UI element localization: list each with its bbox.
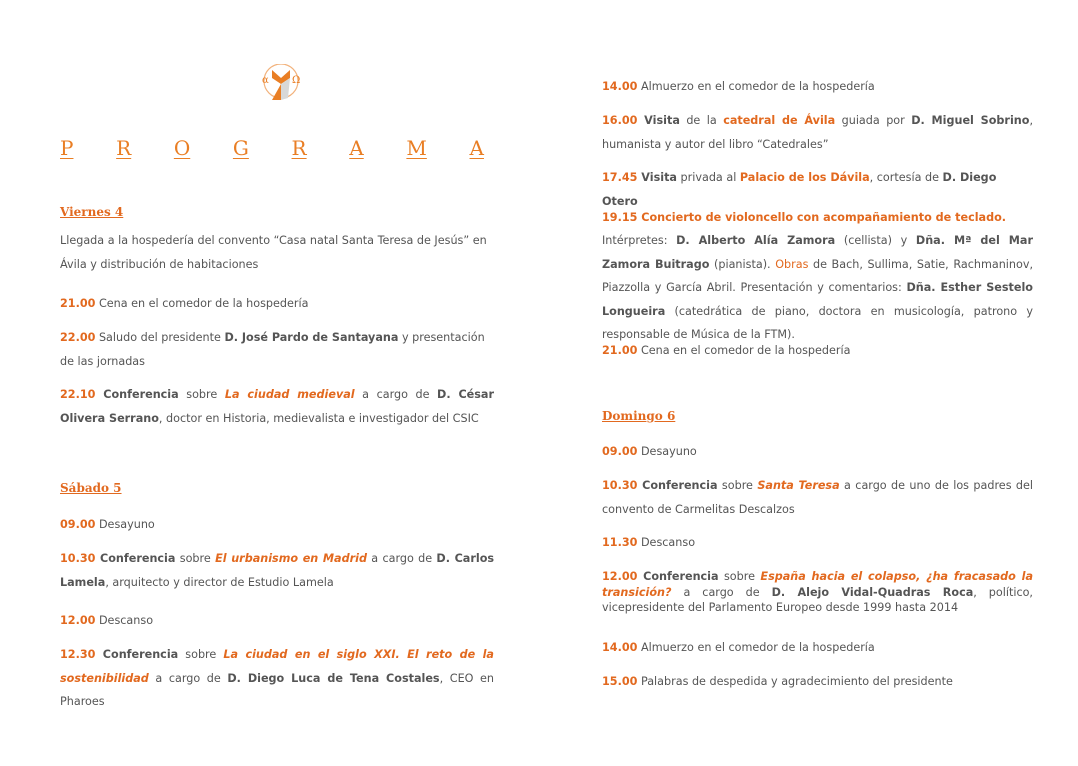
time: 10.30 — [602, 479, 638, 492]
time: 11.30 — [602, 536, 638, 549]
schedule-item: 12.00 Descanso — [60, 614, 154, 627]
time: 22.00 — [60, 331, 96, 344]
day-heading-viernes: Viernes 4 — [60, 205, 124, 219]
time: 22.10 — [60, 388, 96, 401]
schedule-item: 22.00 Saludo del presidente D. José Pardo de Santayana y presentación de las jornadas — [60, 331, 485, 368]
time: 19.15 — [602, 211, 638, 224]
time: 17.45 — [602, 171, 638, 184]
time: 16.00 — [602, 114, 638, 127]
schedule-item: 12.00 Conferencia sobre España hacia el colapso, ¿ha fracasado la transición? a cargo de D. Alejo Vidal-Quadras Roca, político, vicepresidente del Parlamento Europeo desde 1999 hasta 2014 — [602, 570, 1034, 614]
title-letter: P — [60, 136, 74, 160]
title-letter: G — [232, 136, 249, 160]
logo-alpha: α — [262, 75, 269, 86]
concert-details: Intérpretes: D. Alberto Alía Zamora (cellista) y Dña. Mª del Mar Zamora Buitrago (pianista). Obras de Bach, Sullima, Satie, Rachmaninov, Piazzolla y García Abril. Presentación y comentarios: Dña. Esther Sestelo Longueira (catedrática de piano, doctora en musicología, patrono y responsable de Música de la FTM). — [602, 234, 1034, 341]
schedule-item: 15.00 Palabras de despedida y agradecimiento del presidente — [602, 675, 953, 688]
time: 12.30 — [60, 648, 96, 661]
schedule-item: 19.15 Concierto de violoncello con acompañamiento de teclado. — [602, 211, 1007, 224]
time: 10.30 — [60, 552, 96, 565]
time: 09.00 — [60, 518, 96, 531]
schedule-item: 11.30 Descanso — [602, 536, 696, 549]
time: 14.00 — [602, 641, 638, 654]
day-heading-sabado: Sábado 5 — [60, 481, 122, 495]
alpha-omega-logo — [258, 64, 304, 102]
title-letter: M — [406, 136, 427, 160]
time: 15.00 — [602, 675, 638, 688]
schedule-item: 16.00 Visita de la catedral de Ávila guiada por D. Miguel Sobrino, humanista y autor del libro “Catedrales” — [602, 114, 1034, 151]
schedule-item: 21.00 Cena en el comedor de la hospedería — [60, 297, 309, 310]
time: 21.00 — [60, 297, 96, 310]
schedule-item: 10.30 Conferencia sobre El urbanismo en Madrid a cargo de D. Carlos Lamela, arquitecto y director de Estudio Lamela — [60, 552, 495, 589]
title-letter: O — [173, 136, 191, 160]
schedule-item: 14.00 Almuerzo en el comedor de la hospedería — [602, 80, 875, 93]
title-letter: R — [291, 136, 307, 160]
time: 12.00 — [60, 614, 96, 627]
title-letter: A — [469, 136, 484, 160]
title-letter: A — [349, 136, 364, 160]
schedule-item: 14.00 Almuerzo en el comedor de la hospedería — [602, 641, 875, 654]
schedule-item: 10.30 Conferencia sobre Santa Teresa a cargo de uno de los padres del convento de Carmelitas Descalzos — [602, 479, 1034, 516]
time: 14.00 — [602, 80, 638, 93]
logo-omega: Ω — [292, 75, 301, 86]
time: 09.00 — [602, 445, 638, 458]
schedule-item: 22.10 Conferencia sobre La ciudad medieval a cargo de D. César Olivera Serrano, doctor en Historia, medievalista e investigador del CSIC — [60, 388, 494, 425]
schedule-item: 09.00 Desayuno — [602, 445, 697, 458]
schedule-item: 09.00 Desayuno — [60, 518, 155, 531]
time: 12.00 — [602, 570, 638, 583]
arrival-text: Llegada a la hospedería del convento “Casa natal Santa Teresa de Jesús” en Ávila y distribución de habitaciones — [60, 234, 487, 271]
schedule-item: 12.30 Conferencia sobre La ciudad en el siglo XXI. El reto de la sostenibilidad a cargo de D. Diego Luca de Tena Costales, CEO en Pharoes — [60, 648, 494, 708]
time: 21.00 — [602, 344, 638, 357]
day-heading-domingo: Domingo 6 — [602, 409, 676, 423]
title-letter: R — [116, 136, 132, 160]
schedule-item: 21.00 Cena en el comedor de la hospedería — [602, 344, 851, 357]
page-title — [60, 136, 484, 160]
schedule-item: 17.45 Visita privada al Palacio de los Dávila, cortesía de D. Diego Otero — [602, 171, 997, 208]
